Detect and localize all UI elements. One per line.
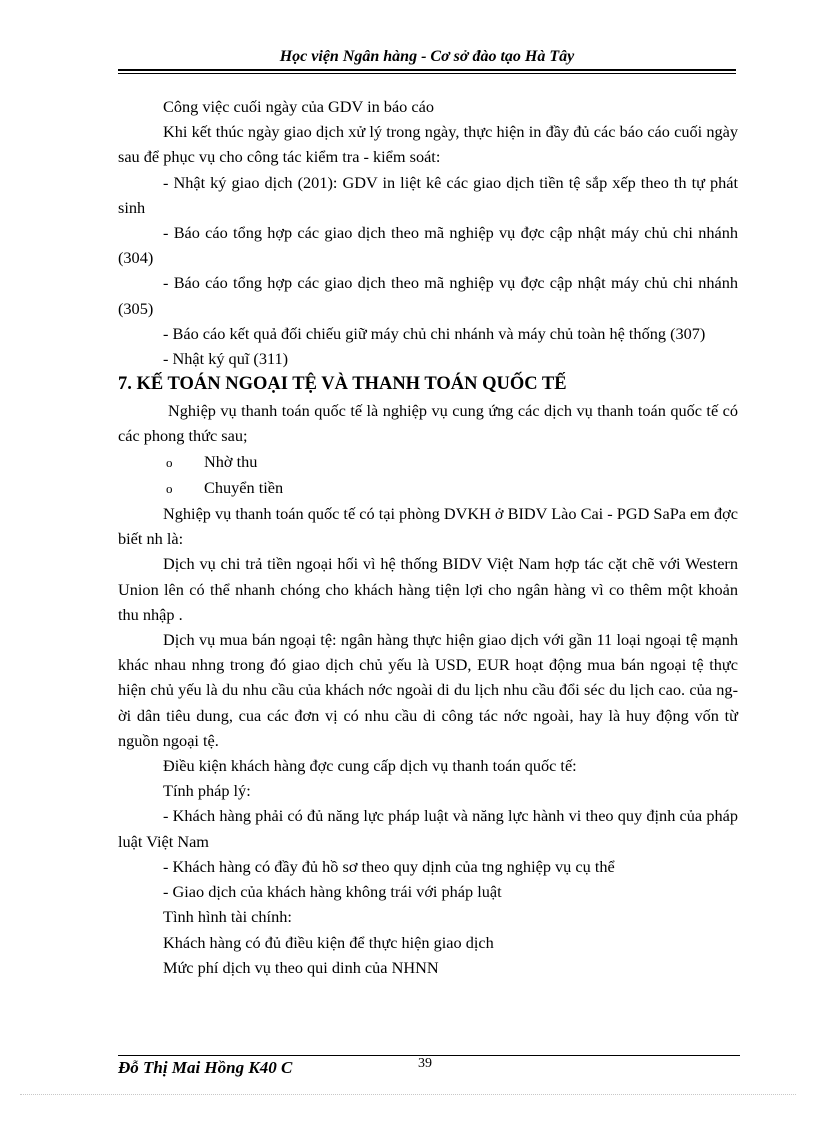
bullet-icon: o bbox=[166, 454, 173, 470]
bullet-icon: o bbox=[166, 480, 173, 496]
paragraph: Dịch vụ mua bán ngoại tệ: ngân hàng thực hiện giao dịch với gần 11 loại ngoại tệ mạnh khác nhau nhng trong đó giao dịch chủ yếu là USD, EUR hoạt động mua bán ngoại tệ thực hiện chủ yếu là du nhu cầu của khách nớc ngoài di du lịch nhu cầu đổi séc du lịch cao. của ngời dân tiêu dung, cua các đơn vị có nhu cầu di công tác nớc ngoài, hay là huy động vốn từ nguồn ngoại tệ. bbox=[118, 630, 738, 750]
paragraph: Nghiệp vụ thanh toán quốc tế là nghiệp vụ cung ứng các dịch vụ thanh toán quốc tế có các phong thức sau; bbox=[118, 401, 738, 446]
bullet-label: Chuyển tiền bbox=[204, 477, 284, 497]
list-item: - Báo cáo kết quả đối chiếu giữ máy chủ chi nhánh và máy chủ toàn hệ thống (307) bbox=[163, 323, 706, 343]
list-item: - Nhật ký giao dịch (201): GDV in liệt kê các giao dịch tiền tệ sắp xếp theo th tự phát sinh bbox=[118, 172, 738, 217]
page-edge-divider bbox=[20, 1094, 796, 1095]
page-number: 39 bbox=[418, 1056, 432, 1071]
paragraph: Khi kết thúc ngày giao dịch xử lý trong ngày, thực hiện in đầy đủ các báo cáo cuối ngày sau để phục vụ cho công tác kiểm tra - kiểm soát: bbox=[118, 122, 738, 167]
document-body bbox=[118, 94, 738, 980]
paragraph: Tình hình tài chính: bbox=[163, 907, 292, 927]
paragraph: Nghiệp vụ thanh toán quốc tế có tại phòng DVKH ở BIDV Lào Cai - PGD SaPa em đợc biết nh là: bbox=[118, 504, 738, 549]
paragraph: Mức phí dịch vụ theo qui dinh của NHNN bbox=[163, 957, 439, 977]
header-rule-thick bbox=[118, 69, 736, 71]
bullet-item bbox=[118, 449, 738, 475]
list-item: - Báo cáo tổng hợp các giao dịch theo mã nghiệp vụ đợc cập nhật máy chủ chi nhánh (304) bbox=[118, 223, 738, 268]
paragraph: Công việc cuối ngày của GDV in báo cáo bbox=[163, 97, 434, 116]
list-item: - Giao dịch của khách hàng không trái với pháp luật bbox=[163, 882, 502, 902]
paragraph: Điều kiện khách hàng đợc cung cấp dịch vụ thanh toán quốc tế: bbox=[163, 756, 577, 776]
header-rule-thin bbox=[118, 73, 736, 74]
paragraph: Dịch vụ chi trả tiền ngoại hối vì hệ thống BIDV Việt Nam hợp tác cặt chẽ với Western Union lên có thể nhanh chóng cho khách hàng tiện lợi cho ngân hàng vì co thêm một khoản thu nhập . bbox=[118, 554, 738, 624]
page-header: Học viện Ngân hàng - Cơ sở đào tạo Hà Tây bbox=[279, 48, 575, 65]
list-item: - Khách hàng phải có đủ năng lực pháp luật và năng lực hành vi theo quy định của pháp luật Việt Nam bbox=[118, 806, 738, 851]
bullet-label: Nhờ thu bbox=[204, 451, 258, 471]
bullet-item bbox=[118, 475, 738, 501]
footer-author: Đỗ Thị Mai Hồng K40 C bbox=[118, 1058, 293, 1077]
paragraph: Tính pháp lý: bbox=[163, 781, 251, 801]
paragraph: Khách hàng có đủ điều kiện để thực hiện giao dịch bbox=[163, 932, 494, 952]
section-heading: 7. KẾ TOÁN NGOẠI TỆ VÀ THANH TOÁN QUỐC TẾ bbox=[118, 374, 567, 395]
list-item: - Nhật ký quĩ (311) bbox=[163, 349, 289, 369]
list-item: - Báo cáo tổng hợp các giao dịch theo mã nghiệp vụ đợc cập nhật máy chủ chi nhánh (305) bbox=[118, 273, 738, 318]
list-item: - Khách hàng có đầy đủ hồ sơ theo quy dịnh của tng nghiệp vụ cụ thể bbox=[163, 856, 615, 876]
